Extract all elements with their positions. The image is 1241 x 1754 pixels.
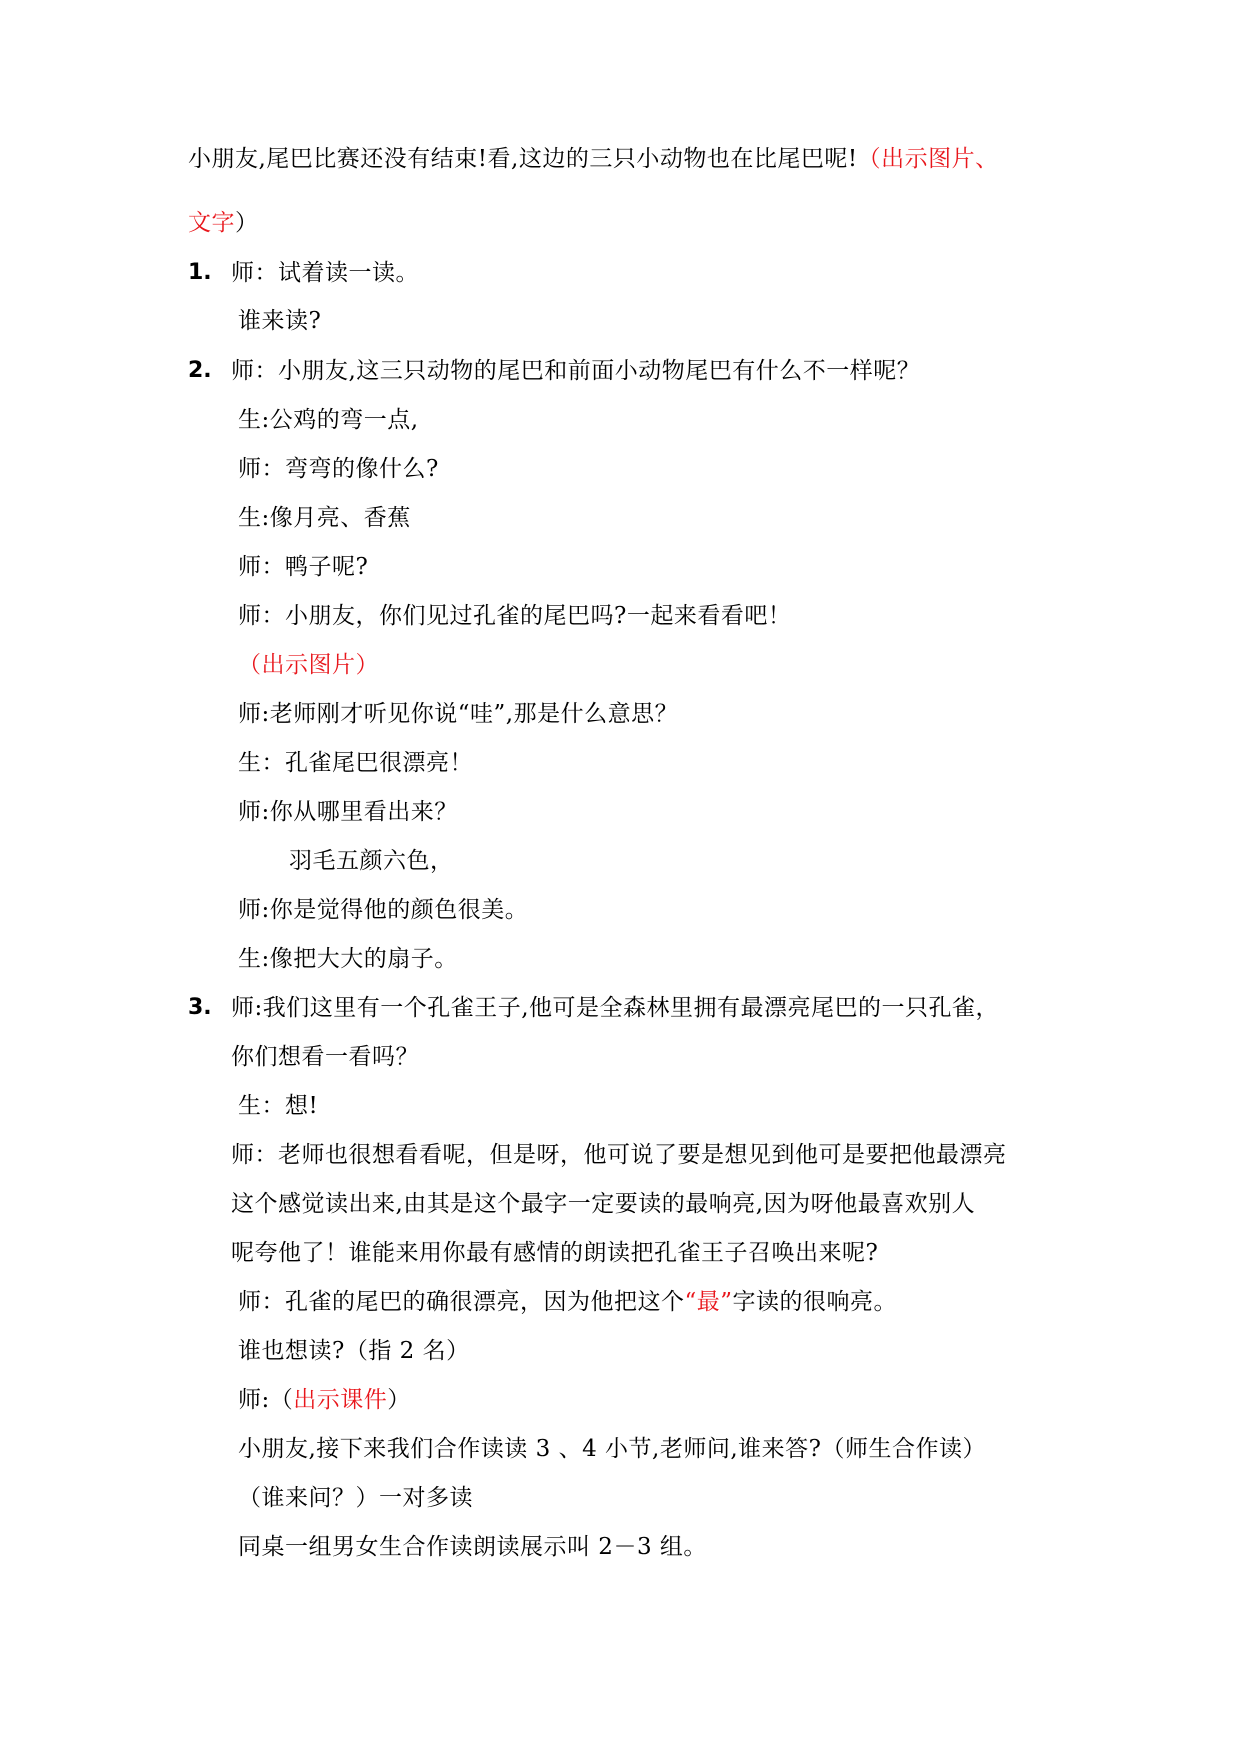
student-line: 生:像月亮、香蕉 bbox=[238, 505, 411, 531]
instruction-line: （谁来问？）一对多读 bbox=[238, 1485, 473, 1511]
section-1-teacher: 师：试着读一读。 bbox=[231, 260, 419, 286]
section-3-number: 3. bbox=[188, 995, 212, 1020]
intro-text: 小朋友,尾巴比赛还没有结束!看,这边的三只小动物也在比尾巴呢! bbox=[188, 146, 858, 172]
highlight-zui: “最” bbox=[684, 1289, 733, 1315]
section-2-number: 2. bbox=[188, 358, 212, 383]
teacher-text: 字读的很响亮。 bbox=[732, 1289, 898, 1315]
section-2-question: 师：小朋友,这三只动物的尾巴和前面小动物尾巴有什么不一样呢？ bbox=[231, 358, 921, 384]
teacher-line: 师：老师也很想看看呢，但是呀，他可说了要是想见到他可是要把他最漂亮 bbox=[231, 1142, 1007, 1168]
teacher-line-cont: 这个感觉读出来,由其是这个最字一定要读的最响亮,因为呀他最喜欢别人 bbox=[231, 1191, 976, 1217]
question-line: 谁也想读?（指 2 名） bbox=[238, 1338, 470, 1364]
stage-note-show-picture: （出示图片） bbox=[238, 652, 379, 678]
teacher-line: 师:我们这里有一个孔雀王子,他可是全森林里拥有最漂亮尾巴的一只孔雀， bbox=[231, 995, 1000, 1021]
teacher-line bbox=[238, 1385, 411, 1415]
teacher-line-cont: 你们想看一看吗？ bbox=[231, 1044, 419, 1070]
student-line: 生：孔雀尾巴很漂亮！ bbox=[238, 750, 473, 776]
teacher-text: ） bbox=[387, 1387, 411, 1413]
teacher-line bbox=[238, 1287, 897, 1317]
teacher-line-cont: 呢夸他了！谁能来用你最有感情的朗读把孔雀王子召唤出来呢? bbox=[231, 1240, 879, 1266]
intro-line-2 bbox=[188, 208, 259, 238]
intro-note-red-2: 文字 bbox=[188, 210, 235, 236]
teacher-line: 师:你从哪里看出来？ bbox=[238, 799, 458, 825]
teacher-line: 师：小朋友，你们见过孔雀的尾巴吗?一起来看看吧！ bbox=[238, 603, 792, 629]
student-line: 生:像把大大的扇子。 bbox=[238, 946, 458, 972]
instruction-line: 小朋友,接下来我们合作读读 3 、4 小节,老师问,谁来答?（师生合作读） bbox=[238, 1436, 986, 1462]
teacher-line: 师：弯弯的像什么? bbox=[238, 456, 439, 482]
student-line: 生：想! bbox=[238, 1093, 319, 1119]
section-1-followup: 谁来读? bbox=[238, 308, 322, 334]
intro-note-red: （出示图片、 bbox=[857, 146, 999, 172]
stage-note-show-courseware: 出示课件 bbox=[293, 1387, 388, 1413]
student-line: 羽毛五颜六色， bbox=[289, 848, 454, 874]
intro-line-1 bbox=[188, 144, 999, 174]
teacher-line: 师:老师刚才听见你说“哇”,那是什么意思？ bbox=[238, 701, 679, 727]
teacher-line: 师:你是觉得他的颜色很美。 bbox=[238, 897, 529, 923]
instruction-line: 同桌一组男女生合作读朗读展示叫 2－3 组。 bbox=[238, 1534, 707, 1560]
student-line: 生:公鸡的弯一点, bbox=[238, 407, 419, 433]
teacher-line: 师：鸭子呢? bbox=[238, 554, 369, 580]
intro-note-close: ） bbox=[235, 210, 259, 236]
teacher-text: 师:（ bbox=[238, 1387, 294, 1413]
teacher-text: 师：孔雀的尾巴的确很漂亮，因为他把这个 bbox=[238, 1289, 685, 1315]
section-1-number: 1. bbox=[188, 260, 212, 285]
